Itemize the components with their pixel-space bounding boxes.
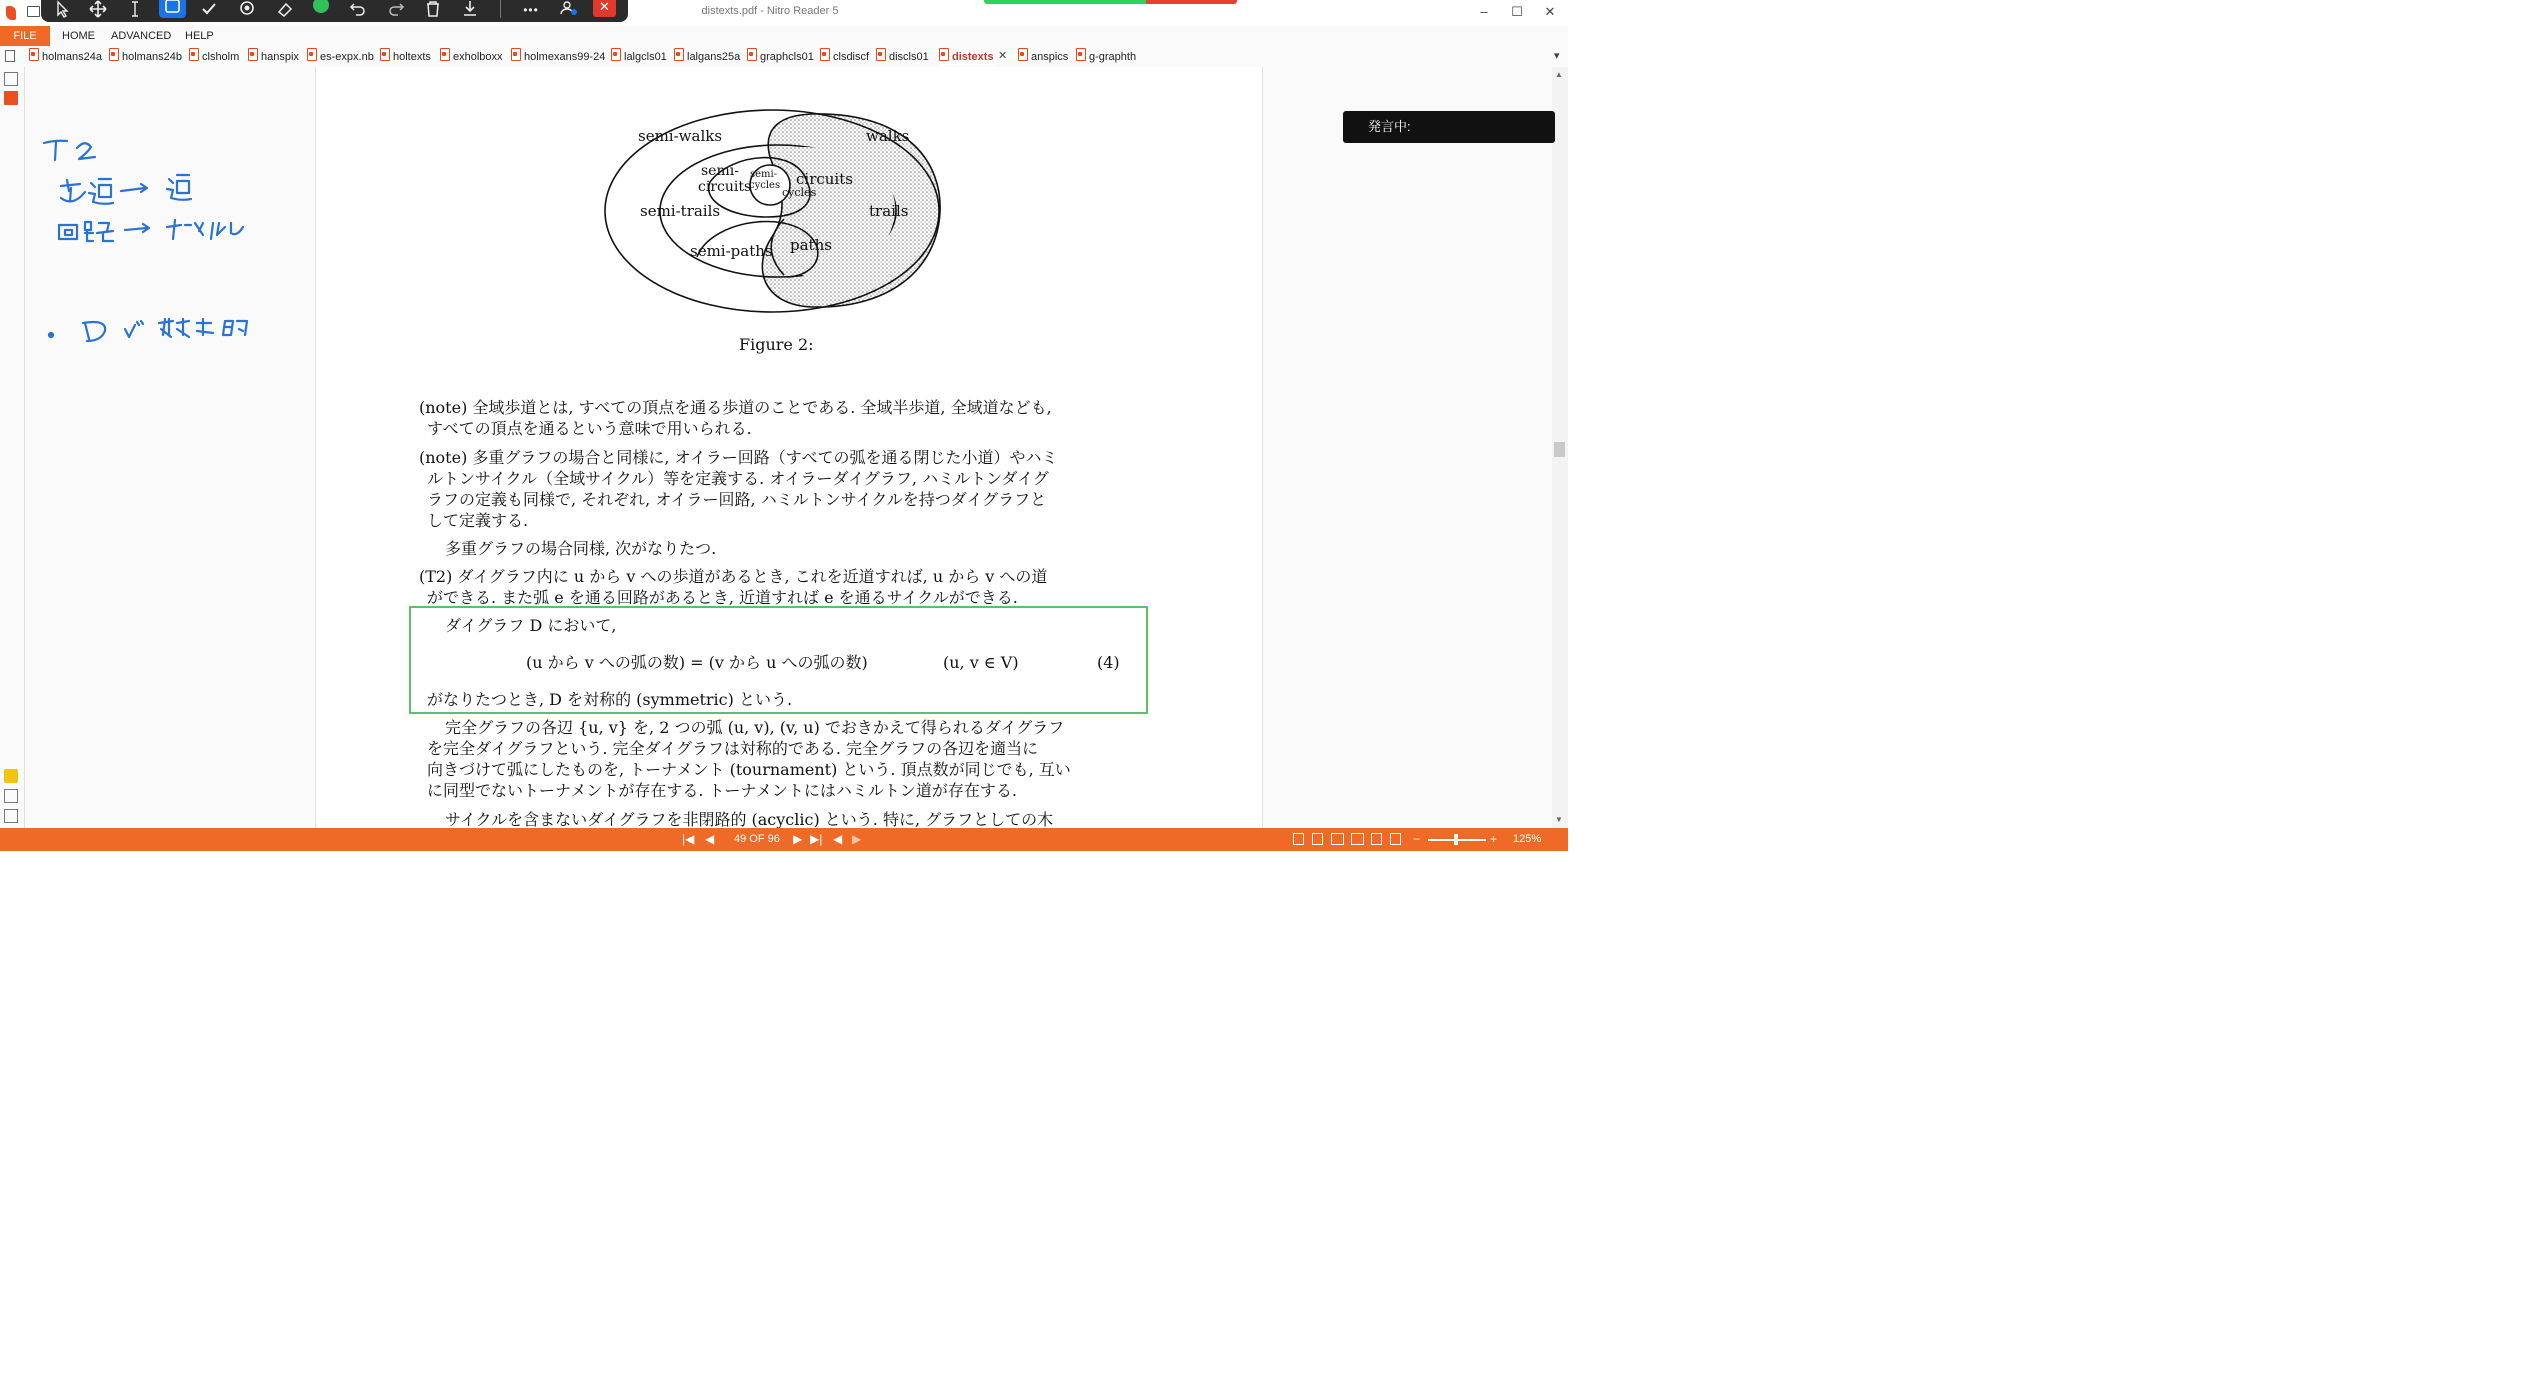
document-properties-icon[interactable]: [4, 72, 18, 86]
tab-clsholm[interactable]: clsholm: [189, 48, 239, 65]
pdf-icon: [1018, 48, 1028, 61]
pdf-icon: [876, 48, 886, 61]
handwritten-notes: [25, 67, 315, 367]
note1-line1: (note) 全域歩道とは, すべての頂点を通る歩道のことである. 全域半歩道, 全域道なども,: [419, 398, 1052, 417]
handwriting-kairo-cycle: [59, 220, 243, 241]
menu-help[interactable]: HELP: [185, 30, 214, 42]
tab-holmans24a[interactable]: holmans24a: [29, 48, 102, 65]
label-semi-paths: semi-paths: [690, 242, 773, 260]
menu-bar: [0, 26, 1568, 46]
tab-discls01[interactable]: discls01: [876, 48, 929, 65]
two-page-continuous-view-icon[interactable]: [1351, 833, 1364, 845]
tab-lalgans25a[interactable]: lalgans25a: [674, 48, 740, 65]
attachments-icon[interactable]: [4, 789, 18, 803]
stamp-icon[interactable]: [234, 0, 260, 22]
tab-holmexans99-24[interactable]: holmexans99-24: [511, 48, 605, 65]
tab-graphcls01[interactable]: graphcls01: [747, 48, 814, 65]
label-semi-walks: semi-walks: [638, 127, 723, 145]
pdf-icon: [820, 48, 830, 61]
layers-icon[interactable]: [4, 809, 18, 823]
pdf-icon: [29, 48, 39, 61]
pdf-icon: [440, 48, 450, 61]
back-view-button[interactable]: ◀: [833, 832, 843, 846]
select-arrow-icon[interactable]: [49, 0, 75, 22]
t2-line1: (T2) ダイグラフ内に u から v への歩道があるとき, これを近道すれば, u から v への道: [419, 567, 1048, 586]
label-circuits: circuits: [796, 170, 853, 188]
label-semi-cycles-2: cycles: [749, 180, 781, 191]
tab-exholboxx[interactable]: exholboxx: [440, 48, 503, 65]
pdf-icon: [307, 48, 317, 61]
note2-line2: ルトンサイクル（全域サイクル）等を定義する. オイラーダイグラフ, ハミルトンダイグ: [427, 469, 1049, 488]
pdf-icon: [747, 48, 757, 61]
move-icon[interactable]: [85, 0, 111, 22]
window-title: distexts.pdf - Nitro Reader 5: [701, 5, 839, 17]
tab-close-button[interactable]: ✕: [998, 50, 1008, 62]
text-cursor-icon[interactable]: [122, 0, 148, 22]
para2-line4: に同型でないトーナメントが存在する. トーナメントにはハミルトン道が存在する.: [427, 781, 1017, 800]
two-page-view-icon[interactable]: [1331, 833, 1344, 845]
pdf-icon: [109, 48, 119, 61]
tab-clsdiscf[interactable]: clsdiscf: [820, 48, 869, 65]
box-formula: (u から v への弧の数) = (v から u への弧の数): [526, 653, 868, 672]
figure-2-diagram: [602, 107, 948, 317]
trash-icon[interactable]: [420, 0, 446, 22]
label-semi-cycles-1: semi-: [750, 169, 778, 180]
scrollbar-thumb[interactable]: [1554, 442, 1565, 457]
label-semi-circuits-2: circuits: [698, 179, 752, 195]
share-indicator-green: [984, 0, 1146, 4]
para3-line1: サイクルを含まないダイグラフを非閉路的 (acyclic) という. 特に, グラフとしての木: [445, 810, 1054, 828]
share-indicator-red: [1146, 0, 1237, 4]
pdf-icon: [611, 48, 621, 61]
single-page-view-icon[interactable]: [1293, 833, 1304, 845]
figure-caption: Figure 2:: [739, 335, 814, 354]
tab-hanspix[interactable]: hanspix: [248, 48, 299, 65]
pdf-page: [316, 67, 1262, 828]
label-trails: trails: [869, 202, 909, 220]
right-page-gutter: [1262, 67, 1553, 828]
tab-holtexts[interactable]: holtexts: [380, 48, 431, 65]
redo-icon[interactable]: [383, 0, 409, 22]
rectangle-icon: [166, 0, 179, 12]
page-indicator[interactable]: 49 OF 96: [734, 833, 780, 845]
fit-width-icon[interactable]: [1371, 833, 1382, 845]
check-icon[interactable]: [196, 0, 222, 22]
paragraph-1: 多重グラフの場合同様, 次がなりたつ.: [445, 539, 717, 558]
para2-line2: を完全ダイグラフという. 完全ダイグラフは対称的である. 完全グラフの各辺を適当に: [427, 739, 1039, 758]
label-walks: walks: [866, 127, 910, 145]
menu-advanced[interactable]: ADVANCED: [111, 30, 172, 42]
people-icon[interactable]: [556, 0, 582, 22]
tab-anspics[interactable]: anspics: [1018, 48, 1068, 65]
label-semi-trails: semi-trails: [640, 202, 721, 220]
continuous-view-icon[interactable]: [1312, 833, 1323, 845]
equation-number: (4): [1097, 653, 1120, 672]
next-page-button[interactable]: ▶: [793, 832, 803, 846]
zoom-out-button[interactable]: −: [1413, 832, 1421, 846]
left-side-strip: [0, 67, 25, 828]
speaking-caption-box: 発言中:: [1343, 111, 1555, 143]
first-page-button[interactable]: |◀: [682, 832, 695, 846]
pdf-icon: [674, 48, 684, 61]
pdf-icon: [511, 48, 521, 61]
close-window-button[interactable]: ✕: [1544, 4, 1556, 19]
note1-line2: すべての頂点を通るという意味で用いられる.: [427, 419, 752, 438]
fit-page-icon[interactable]: [1390, 833, 1401, 845]
note2-line3: ラフの定義も同様で, それぞれ, オイラー回路, ハミルトンサイクルを持つダイグラフと: [427, 490, 1047, 509]
zoom-slider-thumb[interactable]: [1454, 834, 1458, 845]
scroll-down-icon[interactable]: ▼: [1555, 815, 1563, 824]
toolbar-separator: [500, 0, 501, 18]
handwriting-d-symmetric: [49, 319, 247, 341]
close-toolbar-button[interactable]: ✕: [593, 0, 616, 17]
pdf-icon: [939, 48, 949, 61]
menu-home[interactable]: HOME: [62, 30, 95, 42]
pdf-icon: [189, 48, 199, 61]
label-cycles: cycles: [782, 186, 817, 199]
note2-line1: (note) 多重グラフの場合と同様に, オイラー回路（すべての弧を通る閉じた小道）やハミ: [419, 448, 1058, 467]
more-icon[interactable]: •••: [523, 3, 539, 17]
last-page-button[interactable]: ▶|: [810, 832, 823, 846]
note2-line4: して定義する.: [427, 511, 529, 530]
maximize-button[interactable]: ☐: [1511, 4, 1523, 19]
tab-es-expx[interactable]: es-expx.nb: [307, 48, 374, 65]
label-semi-circuits-1: semi-: [701, 163, 739, 179]
tab-overflow-button[interactable]: ▾: [1554, 50, 1560, 62]
scroll-up-icon[interactable]: ▲: [1555, 70, 1563, 79]
tab-holmans24b[interactable]: holmans24b: [109, 48, 182, 65]
minimize-button[interactable]: –: [1480, 4, 1488, 19]
box-line1: ダイグラフ D において,: [445, 616, 617, 635]
menu-file[interactable]: FILE: [0, 26, 50, 46]
t2-line2: ができる. また弧 e を通る回路があるとき, 近道すれば e を通るサイクルができる.: [427, 588, 1018, 607]
tab-distexts[interactable]: distexts: [939, 48, 996, 65]
box-line3: がなりたつとき, D を対称的 (symmetric) という.: [427, 690, 793, 709]
eraser-icon[interactable]: [271, 0, 297, 22]
para2-line1: 完全グラフの各辺 {u, v} を, 2 つの弧 (u, v), (v, u) でおきかえて得られるダイグラフ: [445, 718, 1065, 737]
box-condition: (u, v ∈ V): [943, 653, 1019, 672]
tab-lalgcls01[interactable]: lalgcls01: [611, 48, 667, 65]
pdf-icon: [1076, 48, 1086, 61]
prev-page-button[interactable]: ◀: [705, 832, 715, 846]
tab-g-graphth[interactable]: g-graphth: [1076, 48, 1136, 65]
zoom-in-button[interactable]: +: [1490, 832, 1498, 846]
pdf-icon: [248, 48, 258, 61]
bookmark-panel-icon[interactable]: [4, 91, 18, 105]
rectangle-tool-button[interactable]: [159, 0, 186, 18]
forward-view-button[interactable]: ▶: [852, 832, 862, 846]
label-paths: paths: [790, 236, 832, 254]
para2-line3: 向きづけて弧にしたものを, トーナメント (tournament) という. 頂点数が同じでも, 互い: [427, 760, 1071, 779]
comments-panel-icon[interactable]: [4, 769, 18, 783]
handwriting-t2: [44, 141, 95, 160]
handwriting-hodou-michi: [61, 175, 191, 204]
pdf-icon: [380, 48, 390, 61]
pages-panel-icon[interactable]: [5, 50, 15, 62]
download-icon[interactable]: [457, 0, 483, 22]
zoom-level[interactable]: 125%: [1513, 833, 1542, 845]
undo-icon[interactable]: [345, 0, 371, 22]
